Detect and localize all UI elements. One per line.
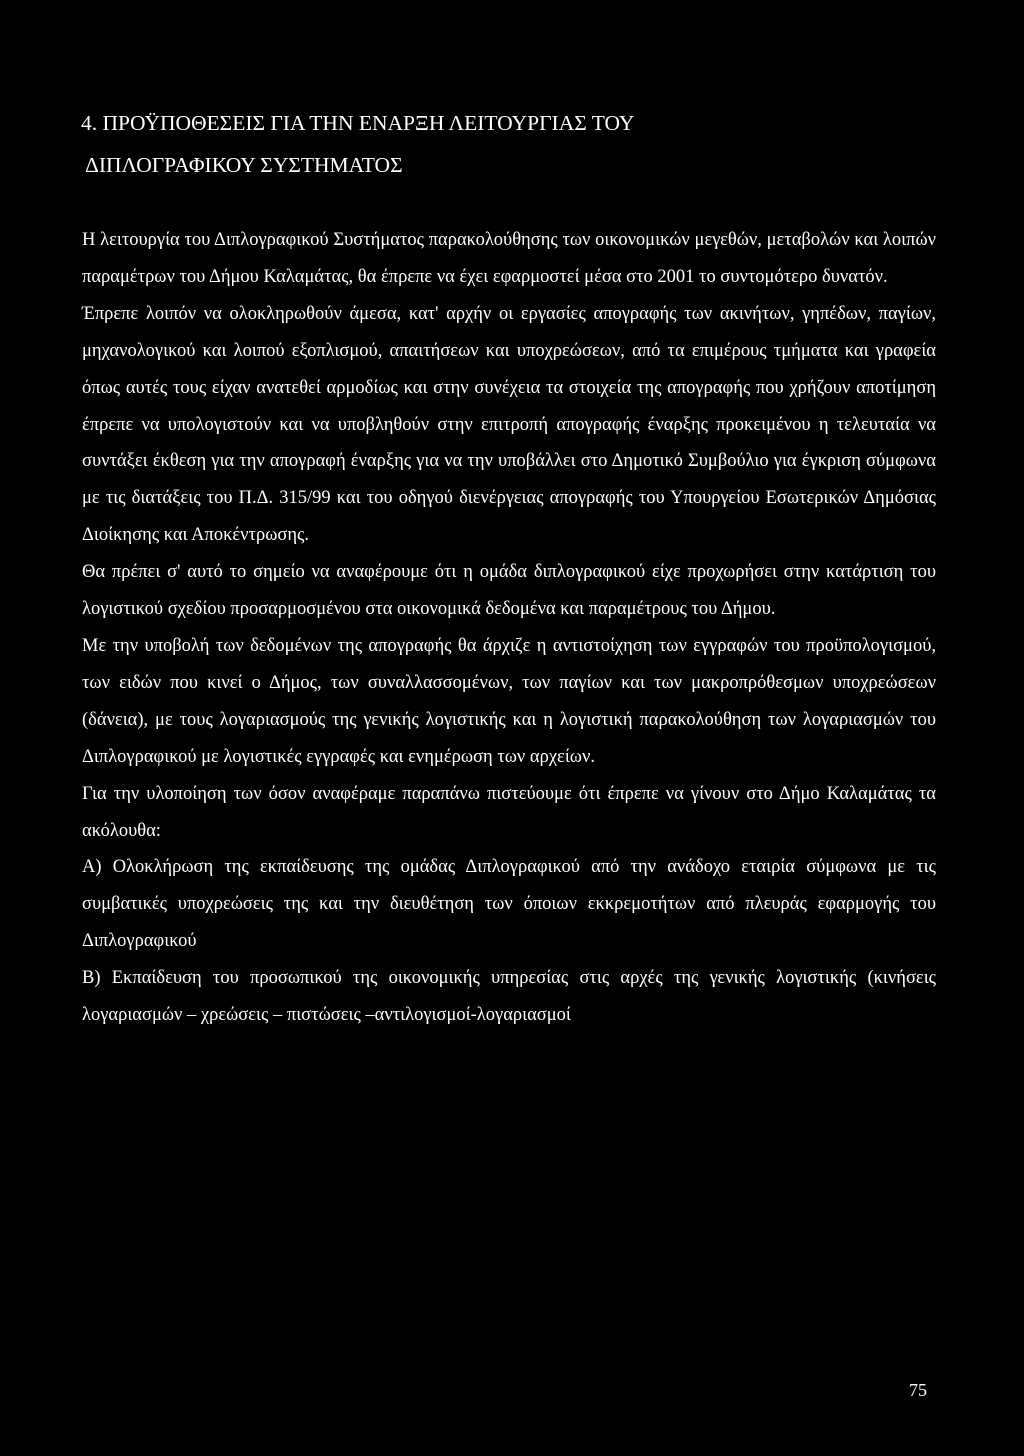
- page-number: 75: [909, 1380, 927, 1400]
- section-heading: [81, 102, 941, 186]
- section-heading-line-1: 4. ΠΡΟΫΠΟΘΕΣΕΙΣ ΓΙΑ ΤΗΝ ΕΝΑΡΞΗ ΛΕΙΤΟΥΡΓΙΑΣ ΤΟΥ: [81, 111, 635, 135]
- list-item-a: Α) Ολοκλήρωση της εκπαίδευσης της ομάδας Διπλογραφικού από την ανάδοχο εταιρία σύμφωνα με τις συμβατικές υποχρεώσεις της και την διευθέτηση των όποιων εκκρεμοτήτων από πλευράς εφαρμογής του Διπλογραφικού: [82, 857, 936, 952]
- list-item-b: Β) Εκπαίδευση του προσωπικού της οικονομικής υπηρεσίας στις αρχές της γενικής λογιστικής (κινήσεις λογαριασμών – χρεώσεις – πιστώσεις –αντιλογισμοί-λογαριασμοί: [82, 968, 936, 1026]
- body-text: [82, 222, 936, 1034]
- paragraph-matching: Με την υποβολή των δεδομένων της απογραφής θα άρχιζε η αντιστοίχηση των εγγραφών του προϋπολογισμού, των ειδών που κινεί ο Δήμος, των συναλλασσομένων, των παγίων και των μακροπρόθεσμων υποχρεώσεων (δάνεια), με τους λογαριασμούς της γενικής λογιστικής και η λογιστική παρακολούθηση των λογαριασμών του Διπλογραφικού με λογιστικές εγγραφές και ενημέρωση των αρχείων.: [82, 635, 936, 767]
- paragraph-inventory: Έπρεπε λοιπόν να ολοκληρωθούν άμεσα, κατ' αρχήν οι εργασίες απογραφής των ακινήτων, γηπέδων, παγίων, μηχανολογικού και λοιπού εξοπλισμού, απαιτήσεων και υποχρεώσεων, από τα επιμέρους τμήματα και γραφεία όπως αυτές τους είχαν ανατεθεί αρμοδίως και στην συνέχεια τα στοιχεία της απογραφής που χρήζουν αποτίμηση έπρεπε να υπολογιστούν και να υποβληθούν στην επιτροπή απογραφής έναρξης προκειμένου η τελευταία να συντάξει έκθεση για την απογραφή έναρξης για να την υποβάλλει στο Δημοτικό Συμβούλιο για έγκριση σύμφωνα με τις διατάξεις του Π.Δ. 315/99 και του οδηγού διενέργειας απογραφής του Υπουργείου Εσωτερικών Δημόσιας Διοίκησης και Αποκέντρωσης.: [82, 303, 936, 546]
- paragraph-intro: Η λειτουργία του Διπλογραφικού Συστήματος παρακολούθησης των οικονομικών μεγεθών, μεταβολών και λοιπών παραμέτρων του Δήμου Καλαμάτας, θα έπρεπε να έχει εφαρμοστεί μέσα στο 2001 το συντομότερο δυνατόν.: [82, 230, 936, 287]
- section-heading-line-2: ΔΙΠΛΟΓΡΑΦΙΚΟΥ ΣΥΣΤΗΜΑΤΟΣ: [85, 153, 403, 177]
- paragraph-accounting-plan: Θα πρέπει σ' αυτό το σημείο να αναφέρουμε ότι η ομάδα διπλογραφικού είχε προχωρήσει στην κατάρτιση του λογιστικού σχεδίου προσαρμοσμένου στα οικονομικά δεδομένα και παραμέτρους του Δήμου.: [82, 562, 936, 620]
- paragraph-implementation: Για την υλοποίηση των όσον αναφέραμε παραπάνω πιστεύουμε ότι έπρεπε να γίνουν στο Δήμο Καλαμάτας τα ακόλουθα:: [82, 783, 936, 841]
